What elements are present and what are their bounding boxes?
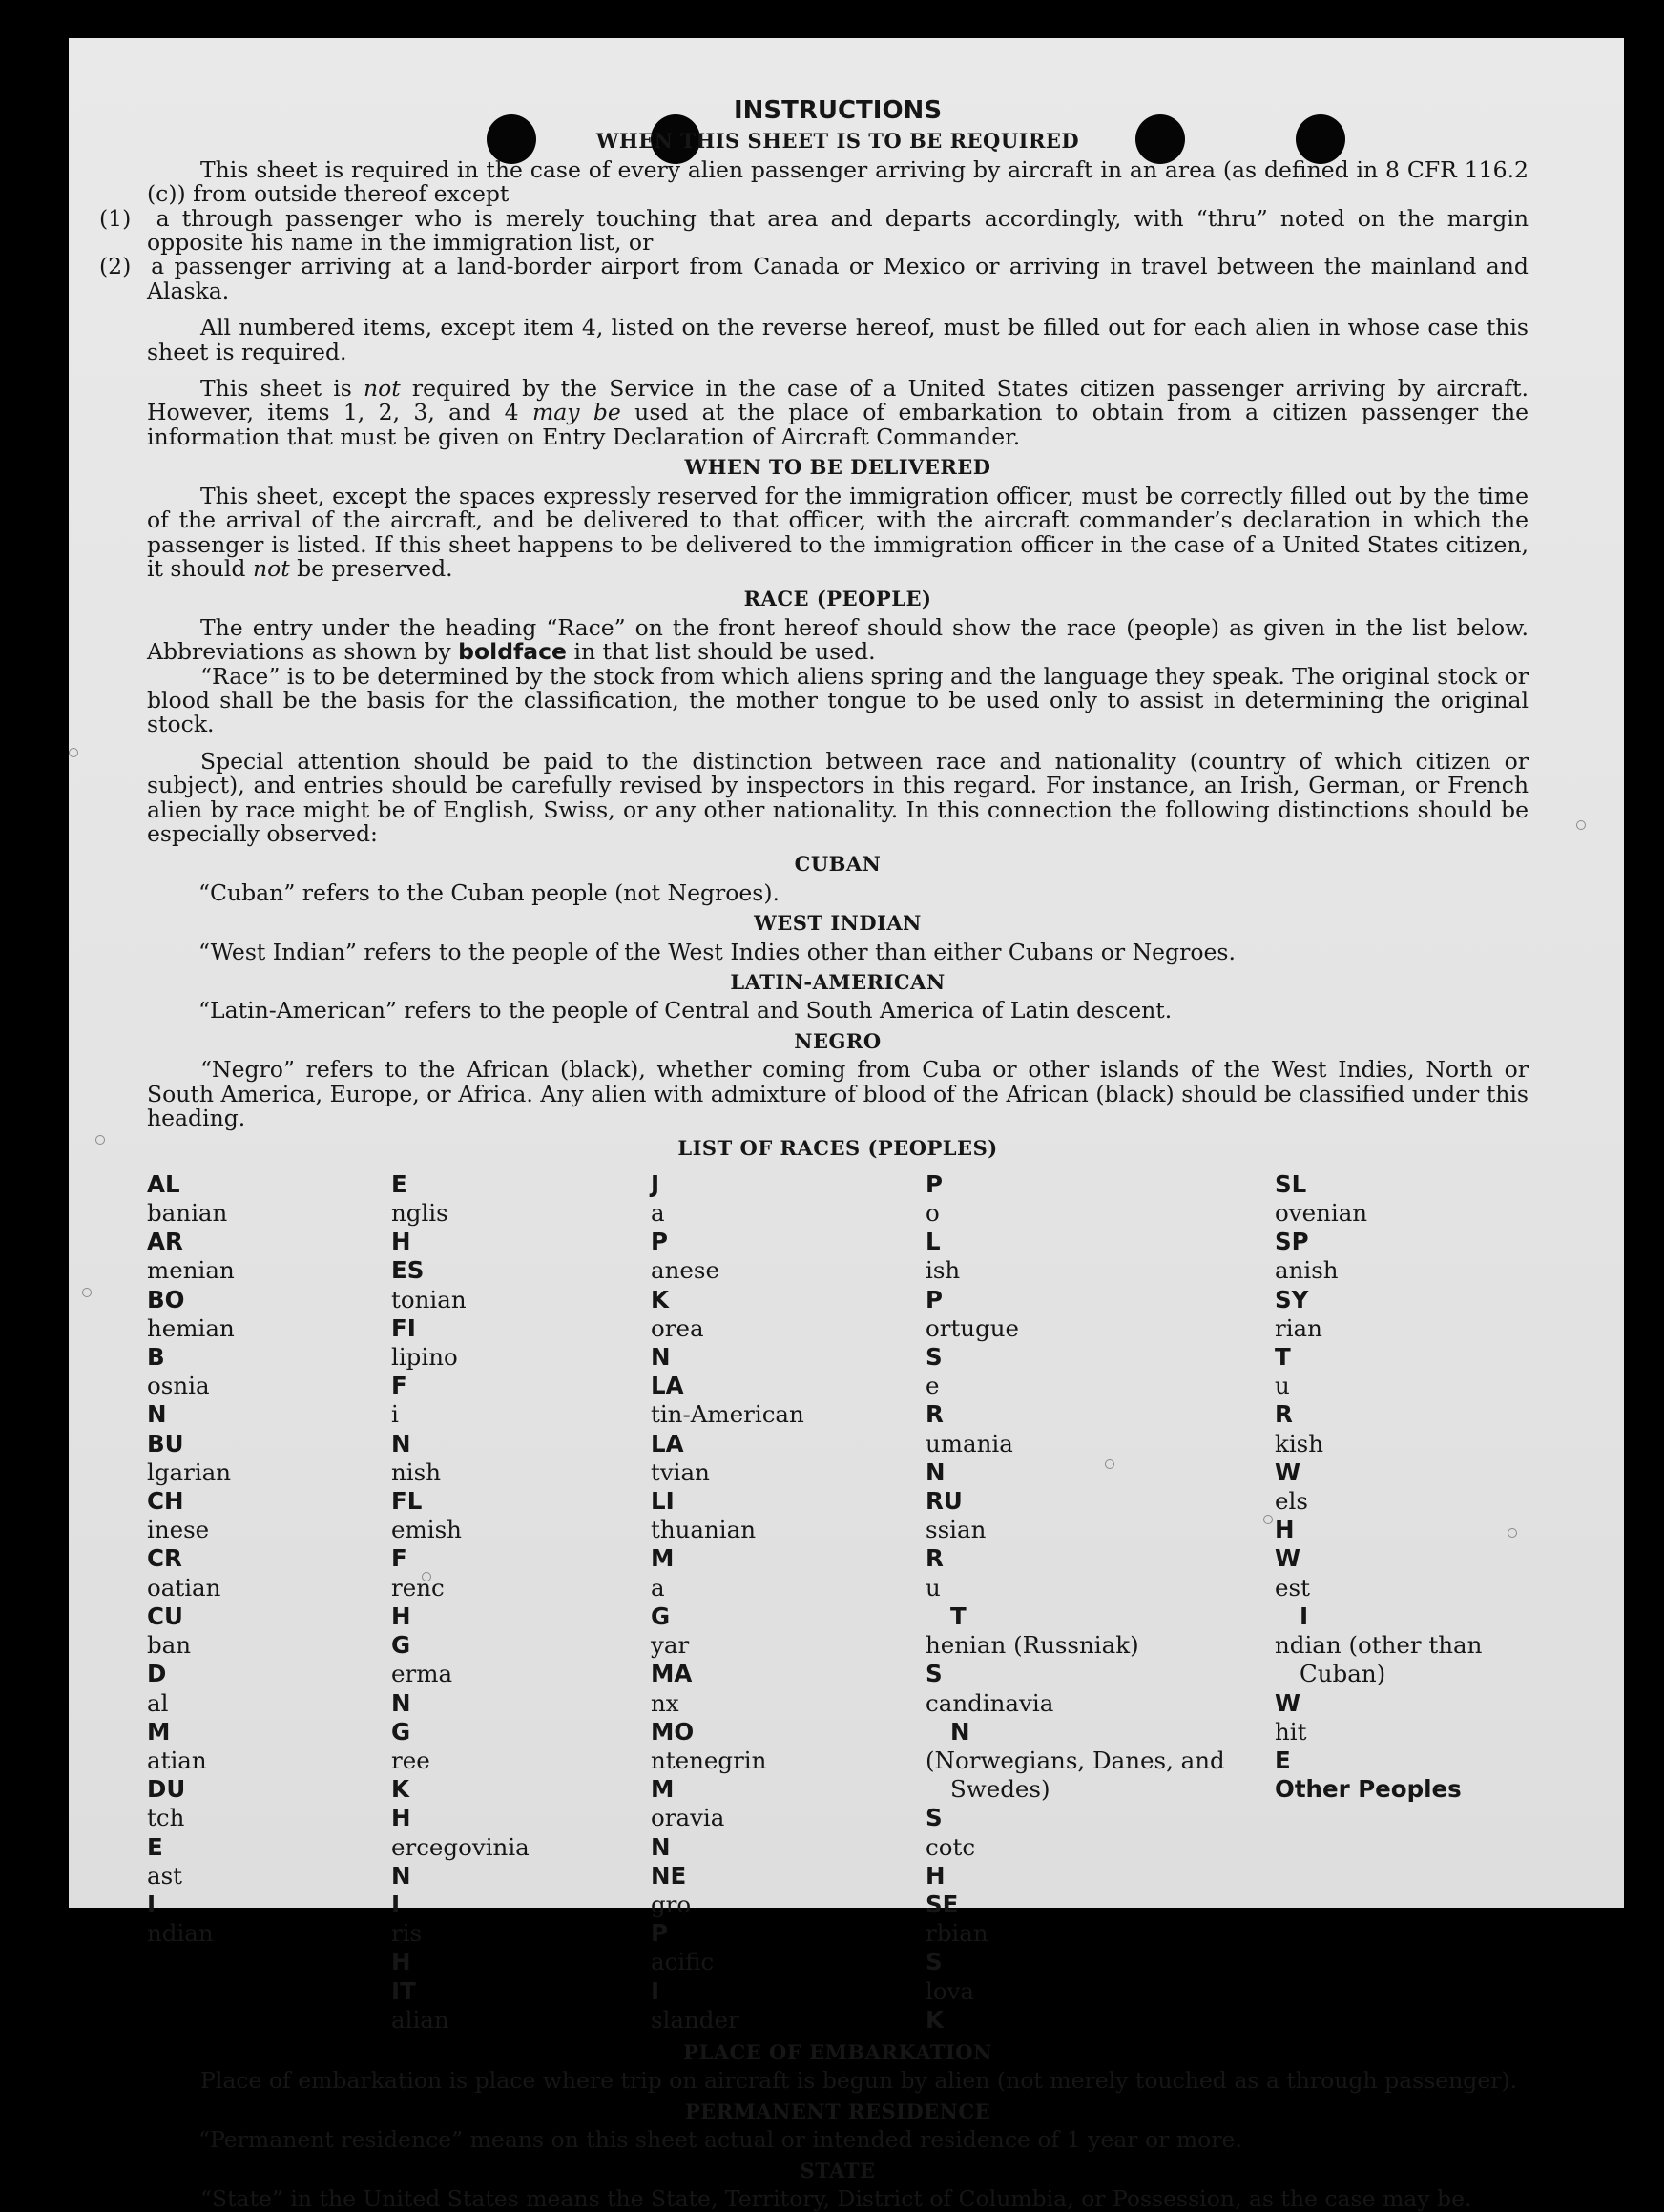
text-run: This sheet, except the spaces expressly reserved for the immigration officer, must be correctly filled out by the time of the arrival of the aircraft, and be delivered to that officer, with the aircraft commander’s declaration in which the passenger is listed. If this sheet happens to be delivered to the immigration officer in the case of a United States citizen, it should: [147, 482, 1529, 582]
race-entry: [147, 1170, 391, 1228]
race-abbreviation: J: [651, 1169, 660, 1198]
race-abbreviation: S: [926, 1660, 943, 1688]
race-abbreviation: S: [926, 1948, 943, 1976]
race-entry: [651, 1775, 926, 1862]
race-text: u: [926, 1573, 941, 1602]
heading-latin-american: LATIN-AMERICAN: [730, 970, 946, 994]
race-text: ssian: [926, 1516, 987, 1544]
race-text: candinavia: [926, 1688, 1054, 1717]
race-abbreviation: SP: [1275, 1228, 1309, 1256]
race-entry: [651, 1286, 926, 1373]
heading-race: RACE (PEOPLE): [743, 587, 932, 611]
race-abbreviation: ES: [391, 1256, 425, 1285]
heading-permanent-residence: PERMANENT RESIDENCE: [684, 2098, 991, 2123]
race-text: henian (Russniak): [926, 1631, 1139, 1660]
race-text: tch: [147, 1804, 185, 1832]
race-entry: [391, 1544, 651, 1631]
speck: [69, 748, 78, 757]
race-abbreviation: N: [651, 1832, 671, 1861]
race-abbreviation: CR: [147, 1544, 182, 1573]
race-entry: [926, 1286, 1275, 1401]
race-entry: [391, 1314, 651, 1372]
race-text: hit: [1275, 1717, 1307, 1746]
race-entry: [147, 1343, 391, 1430]
race-abbreviation: SE: [926, 1890, 959, 1918]
heading-west-indian: WEST INDIAN: [754, 911, 922, 936]
race-text: ercegovinia: [391, 1832, 530, 1861]
race-abbreviation: E: [1275, 1746, 1291, 1774]
race-abbreviation: D: [147, 1660, 167, 1688]
race-text: osnia: [147, 1372, 210, 1400]
race-text: ban: [147, 1631, 192, 1660]
paragraph: “Race” is to be determined by the stock from which aliens spring and the language they speak. The original stock or blood shall be the basis for the classification, the mother tongue to be used only to assist in determining the original stock.: [147, 662, 1529, 738]
race-abbreviation: P: [926, 1285, 943, 1313]
heading-delivered: WHEN TO BE DELIVERED: [684, 455, 991, 480]
race-text: ish: [926, 1256, 961, 1285]
race-abbreviation: S: [926, 1343, 943, 1372]
paragraph: “Cuban” refers to the Cuban people (not Negroes).: [198, 879, 780, 906]
race-text: rbian: [926, 1919, 988, 1948]
race-abbreviation: H: [391, 1804, 411, 1832]
race-text: ortugue: [926, 1313, 1020, 1342]
race-abbreviation: P: [651, 1919, 668, 1948]
race-abbreviation: CU: [147, 1602, 183, 1630]
race-text: tin-American: [651, 1400, 804, 1429]
paragraph: “West Indian” refers to the people of the West Indies other than either Cubans or Negroes.: [198, 938, 1236, 965]
race-abbreviation: H: [1275, 1516, 1295, 1544]
race-entry: [391, 1372, 651, 1487]
text-run: be preserved.: [289, 554, 453, 582]
race-entry: [926, 1544, 1275, 1660]
race-abbreviation: IT: [391, 1976, 416, 2005]
race-abbreviation: N: [926, 1457, 946, 1486]
race-text: hemian: [147, 1313, 235, 1342]
race-abbreviation: H: [391, 1228, 411, 1256]
emphasis: may be: [531, 399, 621, 426]
text-run: The entry under the heading “Race” on the front hereof should show the race (people) as given in the list below. Abbreviations as shown by: [147, 613, 1529, 666]
race-entry: [147, 1602, 391, 1660]
item-number: (1): [99, 204, 132, 232]
race-entry: [651, 1718, 926, 1775]
heading-negro: NEGRO: [794, 1028, 882, 1053]
paragraph: Special attention should be paid to the distinction between race and nationality (country of which citizen or subject), and entries should be carefully revised by inspectors in this regard. For instance, an Irish, German, or French alien by race might be of English, Swiss, or any other nationality. In this connection the following distinctions should be especially observed:: [147, 747, 1529, 847]
race-text: atian: [147, 1746, 207, 1774]
paragraph: “Permanent residence” means on this sheet actual or intended residence of 1 year or more.: [198, 2126, 1242, 2154]
race-entry: [651, 1660, 926, 1717]
race-abbreviation: I: [391, 1890, 401, 1918]
race-abbreviation: N: [147, 1400, 167, 1429]
race-text: gro: [651, 1890, 692, 1918]
speck: [1576, 820, 1586, 830]
race-entry: [651, 1862, 926, 1919]
race-abbreviation: FL: [391, 1487, 423, 1516]
race-entry: [147, 1833, 391, 1949]
race-entry: [1275, 1544, 1529, 1688]
item-number: (2): [99, 253, 132, 280]
race-abbreviation: AR: [147, 1228, 183, 1256]
heading-state: STATE: [800, 2158, 876, 2182]
race-text: umania: [926, 1429, 1013, 1457]
race-entry: [1275, 1689, 1529, 1776]
race-text: slander: [651, 2005, 739, 2034]
list-item: [99, 253, 1529, 304]
race-abbreviation: F: [391, 1372, 407, 1400]
race-abbreviation: MA: [651, 1660, 693, 1688]
race-text: alian: [391, 2005, 449, 2034]
race-entry: [391, 1804, 651, 1891]
race-abbreviation: SY: [1275, 1285, 1309, 1313]
race-text: anish: [1275, 1256, 1339, 1285]
paragraph: Place of embarkation is place where trip on aircraft is begun by alien (not merely touched as a through passenger).: [200, 2067, 1518, 2095]
race-abbreviation: I: [1300, 1602, 1309, 1630]
race-entry: [391, 1170, 651, 1257]
race-entry: [651, 1430, 926, 1487]
race-text: i: [391, 1400, 399, 1429]
paragraph: This sheet is required in the case of every alien passenger arriving by aircraft in an area (as defined in 8 CFR 116.2 (c)) from outside thereof except: [147, 155, 1529, 208]
race-text: e: [926, 1372, 940, 1400]
race-entry: [391, 1256, 651, 1313]
race-column: [651, 1170, 926, 2035]
race-abbreviation: N: [950, 1717, 970, 1746]
race-text: menian: [147, 1256, 235, 1285]
race-text: acific: [651, 1948, 715, 1976]
race-abbreviation: E: [147, 1832, 163, 1861]
heading-embarkation: PLACE OF EMBARKATION: [683, 2039, 992, 2064]
race-entry: [147, 1228, 391, 1285]
race-abbreviation: P: [651, 1228, 668, 1256]
race-entry: [926, 1891, 1275, 1948]
race-entry: [391, 1891, 651, 1977]
race-abbreviation: P: [926, 1169, 943, 1198]
race-text: al: [147, 1688, 169, 1717]
race-entry: [651, 1544, 926, 1660]
text-run: in that list should be used.: [566, 638, 876, 666]
race-entry: [926, 1660, 1275, 1804]
text-run: This sheet is: [200, 375, 364, 403]
race-entry: [391, 1631, 651, 1718]
race-text: tvian: [651, 1457, 710, 1486]
race-abbreviation: H: [391, 1602, 411, 1630]
race-entry: [147, 1660, 391, 1775]
race-abbreviation: G: [391, 1631, 411, 1660]
race-entry: [1275, 1286, 1529, 1343]
race-text: renc: [391, 1573, 445, 1602]
race-abbreviation: W: [1275, 1457, 1301, 1486]
race-text: (Norwegians, Danes, and Swedes): [926, 1746, 1225, 1804]
race-text: ree: [391, 1746, 430, 1774]
race-entry: [926, 1170, 1275, 1286]
race-abbreviation: G: [651, 1602, 671, 1630]
race-abbreviation: M: [651, 1544, 675, 1573]
emphasis: not: [252, 554, 290, 582]
paragraph: [147, 613, 1529, 666]
race-abbreviation: T: [1275, 1343, 1291, 1372]
race-abbreviation: E: [391, 1169, 407, 1198]
race-entry: [147, 1487, 391, 1544]
race-text: ris: [391, 1919, 423, 1948]
list-item: [99, 204, 1529, 257]
race-entry: [391, 1718, 651, 1805]
instructions-text: [99, 96, 1529, 2212]
race-abbreviation: RU: [926, 1487, 963, 1516]
race-text: rian: [1275, 1313, 1322, 1342]
race-abbreviation: H: [926, 1861, 946, 1890]
race-abbreviation: SL: [1275, 1169, 1307, 1198]
race-abbreviation: LA: [651, 1429, 684, 1457]
race-entry: [926, 1400, 1275, 1487]
race-column: [147, 1170, 391, 2035]
race-text: est: [1275, 1573, 1310, 1602]
race-entry: [651, 1372, 926, 1429]
paragraph: “Negro” refers to the African (black), whether coming from Cuba or other islands of the West Indies, North or South America, Europe, or Africa. Any alien with admixture of blood of the African (black) should be classified under this heading.: [147, 1056, 1529, 1132]
race-text: ovenian: [1275, 1199, 1368, 1228]
race-abbreviation: K: [391, 1775, 409, 1804]
race-entry: [1275, 1458, 1529, 1545]
race-entry: [1275, 1343, 1529, 1458]
race-abbreviation: S: [926, 1804, 943, 1832]
race-text: thuanian: [651, 1516, 757, 1544]
race-entry: [147, 1286, 391, 1343]
race-text: ndian: [147, 1919, 214, 1948]
item-text: a through passenger who is merely touching that area and departs accordingly, with “thru” noted on the margin opposite his name in the immigration list, or: [147, 204, 1529, 257]
race-entry: [391, 1977, 651, 2035]
race-text: ast: [147, 1861, 183, 1890]
race-text: lova: [926, 1976, 975, 2005]
race-entry: [1275, 1775, 1529, 1804]
heading-list-of-races: LIST OF RACES (PEOPLES): [677, 1136, 998, 1161]
race-text: a: [651, 1573, 665, 1602]
race-text: nglis: [391, 1199, 448, 1228]
race-entry: [1275, 1228, 1529, 1285]
race-abbreviation: N: [391, 1861, 411, 1890]
race-entry: [147, 1544, 391, 1602]
race-text: els: [1275, 1487, 1308, 1516]
bold-word: boldface: [458, 638, 567, 666]
speck: [82, 1288, 92, 1297]
race-abbreviation: R: [926, 1400, 944, 1429]
race-abbreviation: H: [391, 1948, 411, 1976]
race-abbreviation: CH: [147, 1487, 184, 1516]
race-entry: [651, 1487, 926, 1544]
race-abbreviation: G: [391, 1717, 411, 1746]
race-text: tonian: [391, 1285, 467, 1313]
race-entry: [926, 1948, 1275, 2035]
race-text: cotc: [926, 1832, 976, 1861]
race-text: emish: [391, 1516, 462, 1544]
race-text: ndian (other than Cuban): [1275, 1631, 1483, 1688]
race-column: [926, 1170, 1275, 2035]
race-abbreviation: W: [1275, 1544, 1301, 1573]
race-text: nish: [391, 1457, 441, 1486]
race-abbreviation: K: [926, 2005, 944, 2034]
race-text: u: [1275, 1372, 1290, 1400]
race-list: [147, 1170, 1529, 2035]
race-abbreviation: W: [1275, 1688, 1301, 1717]
race-text: ntenegrin: [651, 1746, 767, 1774]
race-entry: [651, 1919, 926, 2035]
race-abbreviation: R: [926, 1544, 944, 1573]
race-abbreviation: L: [926, 1228, 941, 1256]
race-abbreviation: M: [147, 1717, 171, 1746]
race-abbreviation: I: [651, 1976, 660, 2005]
item-text: a passenger arriving at a land-border airport from Canada or Mexico or arriving in travel between the mainland and Alaska.: [147, 253, 1529, 304]
text-run: required by the Service in the case of a United States citizen passenger arriving by aircraft. However, items 1, 2, 3, and 4: [147, 375, 1529, 426]
race-abbreviation: LI: [651, 1487, 675, 1516]
race-column: [1275, 1170, 1529, 2035]
race-abbreviation: N: [391, 1429, 411, 1457]
race-abbreviation: AL: [147, 1169, 180, 1198]
race-text: lgarian: [147, 1457, 232, 1486]
race-abbreviation: I: [147, 1890, 156, 1918]
heading-cuban: CUBAN: [794, 852, 882, 877]
paragraph: [147, 377, 1529, 449]
heading-required: WHEN THIS SHEET IS TO BE REQUIRED: [595, 129, 1080, 154]
race-abbreviation: LA: [651, 1372, 684, 1400]
race-abbreviation: BU: [147, 1429, 184, 1457]
race-entry: [147, 1430, 391, 1487]
race-abbreviation: F: [391, 1544, 407, 1573]
race-text: anese: [651, 1256, 719, 1285]
race-entry: [147, 1775, 391, 1832]
race-column: [391, 1170, 651, 2035]
race-text: o: [926, 1199, 940, 1228]
text-run: used at the place of embarkation to obtain from a citizen passenger the information that must be given on Entry Declaration of Aircraft Commander.: [147, 399, 1529, 450]
emphasis: not: [363, 375, 401, 403]
paragraph: [147, 482, 1529, 582]
race-abbreviation: N: [391, 1688, 411, 1717]
race-text: nx: [651, 1688, 679, 1717]
race-abbreviation: FI: [391, 1313, 416, 1342]
race-text: banian: [147, 1199, 228, 1228]
paragraph: “State” in the United States means the State, Territory, District of Columbia, or Possession, as the case may be.: [200, 2184, 1472, 2212]
race-text: a: [651, 1199, 665, 1228]
speck: [95, 1135, 105, 1145]
race-abbreviation: N: [651, 1343, 671, 1372]
race-text: inese: [147, 1516, 210, 1544]
race-abbreviation: B: [147, 1343, 165, 1372]
race-text: yar: [651, 1631, 690, 1660]
race-text: erma: [391, 1660, 453, 1688]
paragraph: “Latin-American” refers to the people of Central and South America of Latin descent.: [198, 997, 1173, 1024]
race-text: oravia: [651, 1804, 725, 1832]
race-abbreviation: K: [651, 1285, 669, 1313]
race-text: lipino: [391, 1343, 458, 1372]
race-abbreviation: R: [1275, 1400, 1293, 1429]
race-abbreviation: Other Peoples: [1275, 1775, 1462, 1804]
race-entry: [651, 1170, 926, 1286]
race-abbreviation: DU: [147, 1775, 186, 1804]
race-abbreviation: T: [950, 1602, 967, 1630]
race-entry: [1275, 1170, 1529, 1228]
race-entry: [926, 1804, 1275, 1891]
race-abbreviation: MO: [651, 1717, 695, 1746]
paragraph: All numbered items, except item 4, listed on the reverse hereof, must be filled out for each alien in whose case this sheet is required.: [147, 314, 1529, 365]
race-abbreviation: NE: [651, 1861, 687, 1890]
race-abbreviation: BO: [147, 1285, 185, 1313]
race-text: oatian: [147, 1573, 221, 1602]
race-entry: [391, 1487, 651, 1544]
race-abbreviation: M: [651, 1775, 675, 1804]
page-title: INSTRUCTIONS: [733, 96, 943, 125]
race-entry: [926, 1487, 1275, 1544]
race-text: kish: [1275, 1429, 1324, 1457]
race-text: orea: [651, 1313, 704, 1342]
